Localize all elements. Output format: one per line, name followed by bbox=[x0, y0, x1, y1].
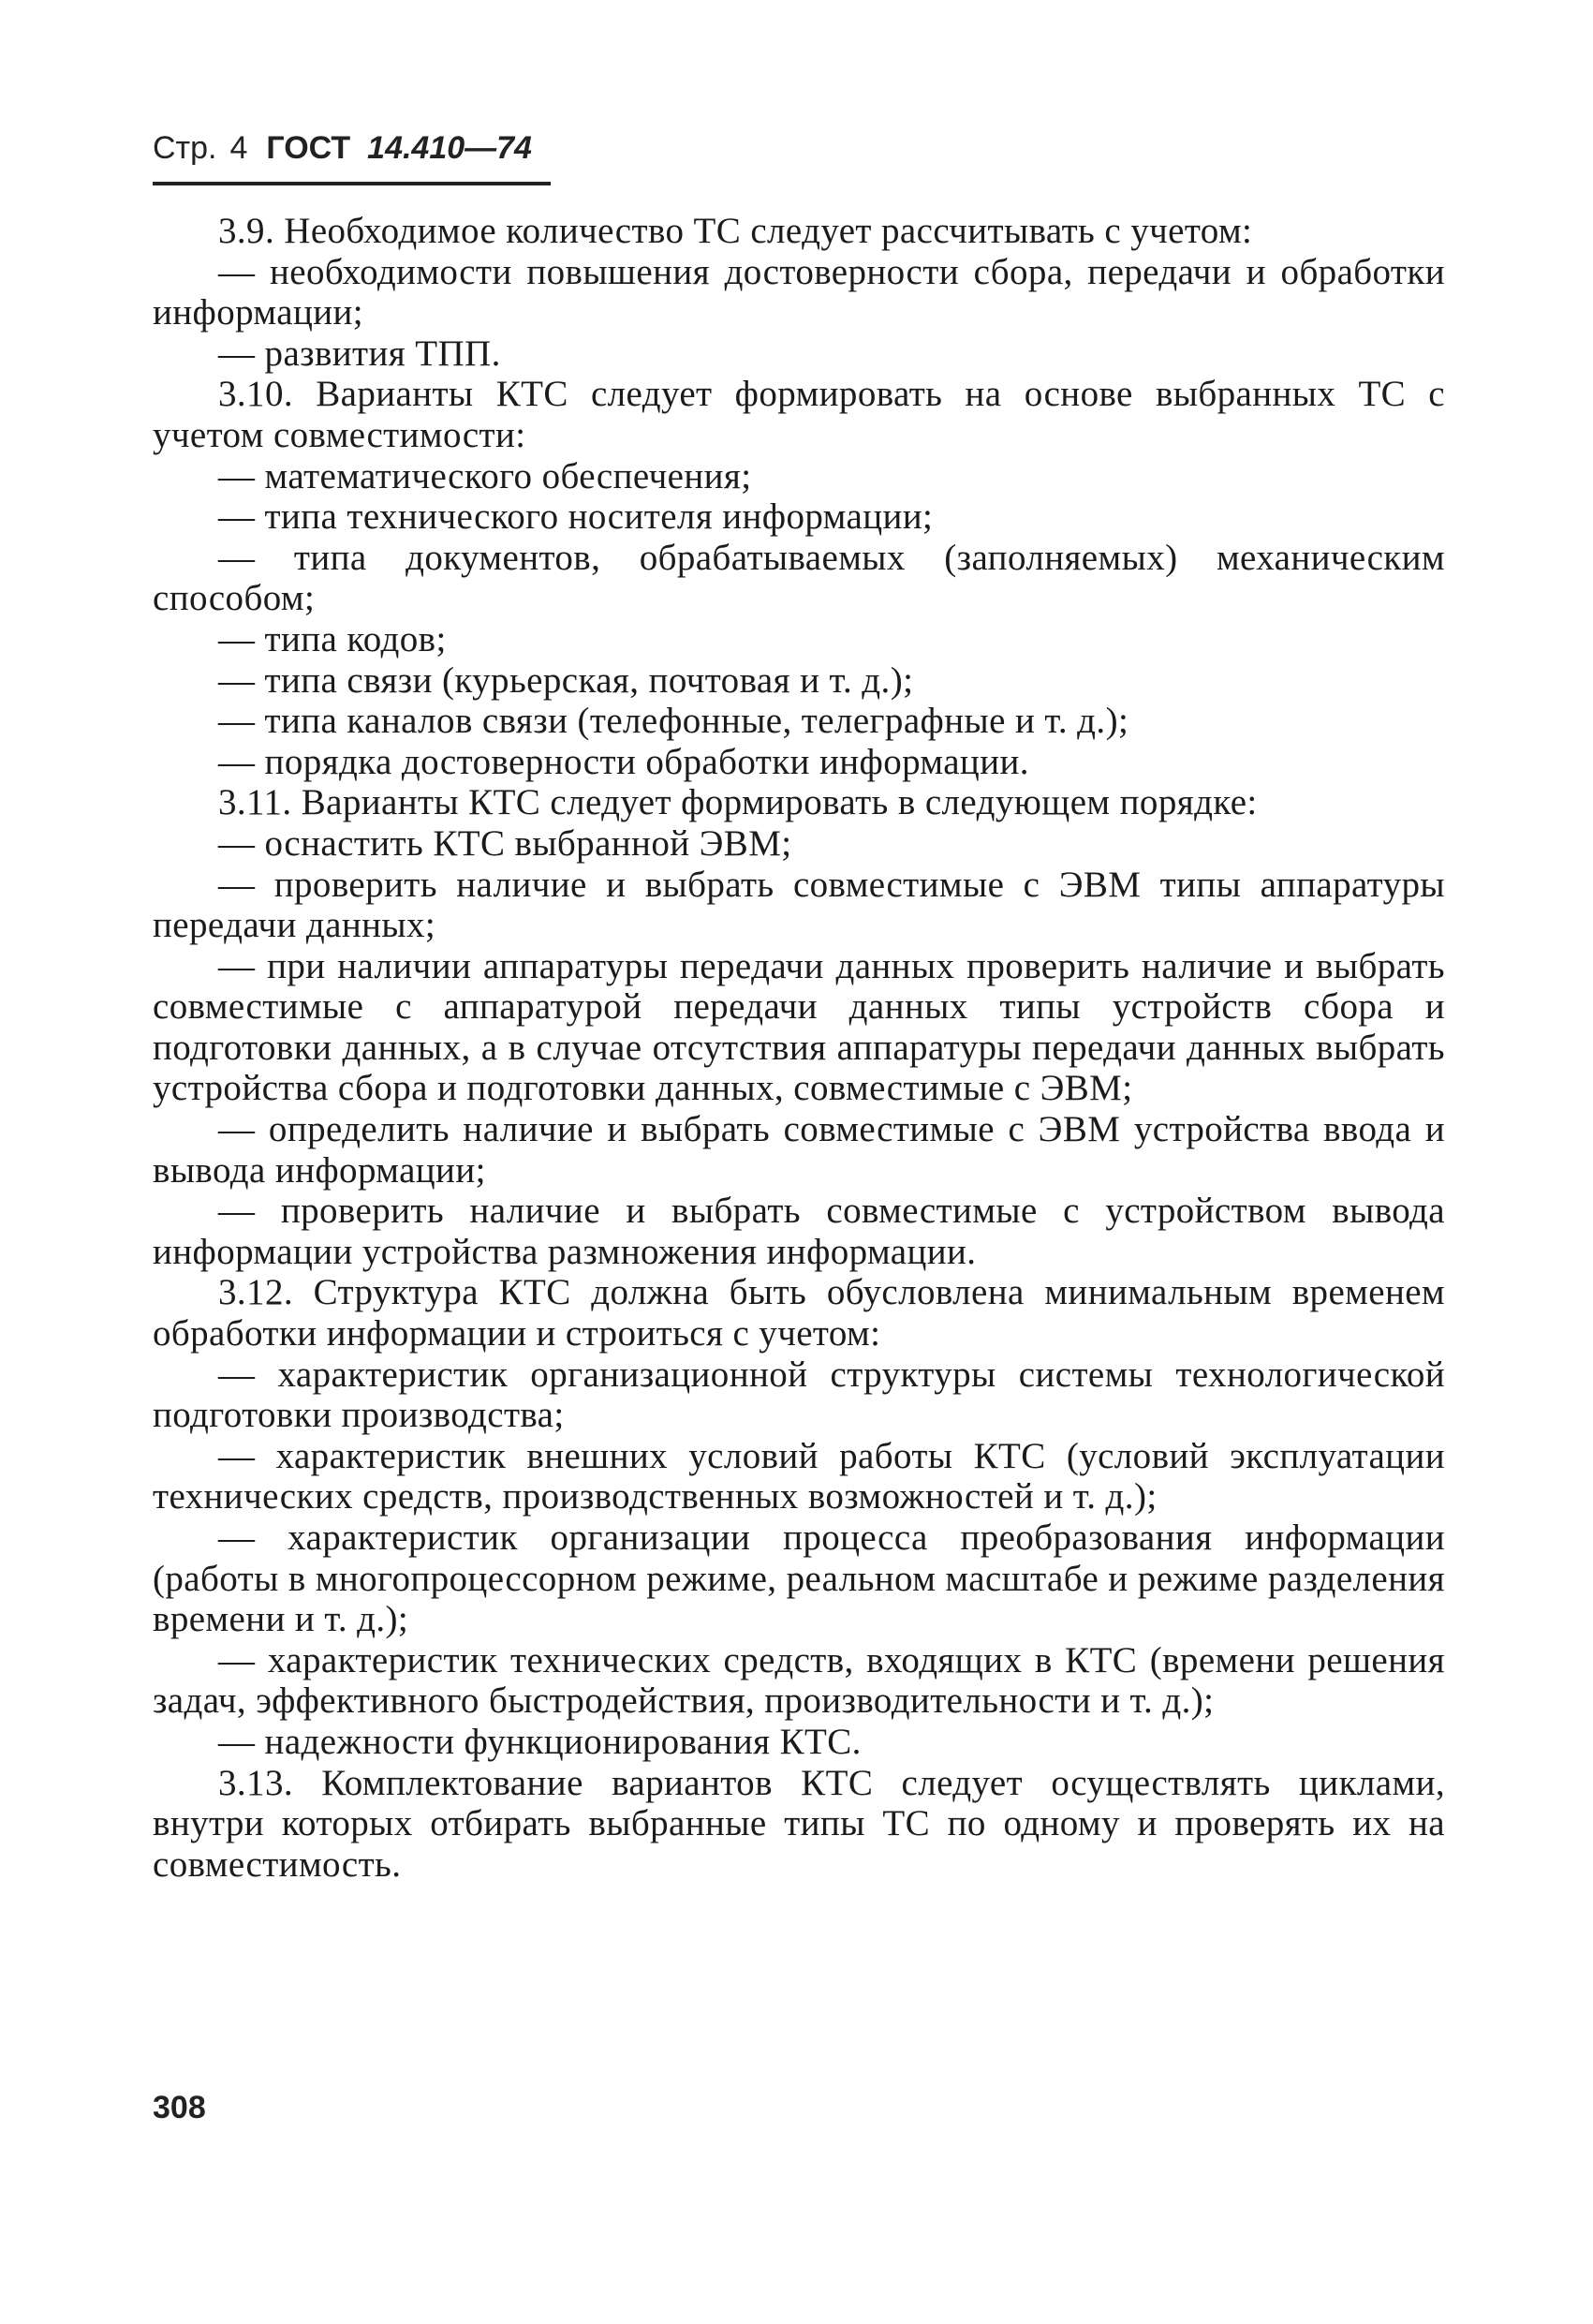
list-item: — характеристик организации процесса преобразования информации (работы в многопроцессорном режиме, реальном масштабе и режиме разделения времени и т. д.); bbox=[153, 1517, 1446, 1640]
paragraph-3-13: 3.13. Комплектование вариантов КТС следует осуществлять циклами, внутри которых отбирать выбранные типы ТС по одному и проверять их на совместимость. bbox=[153, 1762, 1445, 1885]
list-item: — математического обеспечения; bbox=[218, 455, 752, 496]
list-item: — типа технического носителя информации; bbox=[218, 496, 934, 538]
page-folio-number: 308 bbox=[153, 2090, 206, 2125]
list-item: — надежности функционирования КТС. bbox=[218, 1721, 862, 1762]
list-item: — характеристик внешних условий работы КТС (условий эксплуатации технических средств, производственных возможностей и т. д.); bbox=[153, 1435, 1445, 1517]
list-item: — проверить наличие и выбрать совместимые с ЭВМ типы аппаратуры передачи данных; bbox=[153, 864, 1445, 946]
list-item: — типа каналов связи (телефонные, телеграфные и т. д.); bbox=[218, 701, 1129, 742]
header-standard-code: 14.410—74 bbox=[367, 130, 532, 166]
list-item: — при наличии аппаратуры передачи данных проверить наличие и выбрать совместимые с аппаратурой передачи данных типы устройств сбора и подготовки данных, а в случае отсутствия аппаратуры передачи данных выбрать устройства сбора и подготовки данных, совместимые с ЭВМ; bbox=[153, 945, 1445, 1109]
list-item: — характеристик организационной структуры системы технологической подготовки производства; bbox=[153, 1354, 1445, 1436]
header-rule bbox=[153, 182, 551, 185]
running-header bbox=[153, 127, 532, 169]
header-page-number: 4 bbox=[229, 130, 248, 166]
header-standard: ГОСТ bbox=[266, 130, 351, 166]
list-item: — развития ТПП. bbox=[218, 333, 501, 374]
list-item: — необходимости повышения достоверности сбора, передачи и обработки информации; bbox=[153, 251, 1445, 333]
list-item: — типа кодов; bbox=[218, 618, 447, 659]
list-item: — типа документов, обрабатываемых (заполняемых) механическим способом; bbox=[153, 537, 1445, 619]
paragraph-3-10: 3.10. Варианты КТС следует формировать на основе выбранных ТС с учетом совместимости: bbox=[153, 374, 1445, 455]
paragraph-3-11: 3.11. Варианты КТС следует формировать в следующем порядке: bbox=[218, 782, 1258, 823]
paragraph-3-12: 3.12. Структура КТС должна быть обусловлена минимальным временем обработки информации и строиться с учетом: bbox=[153, 1272, 1445, 1354]
body-text bbox=[153, 211, 1445, 1885]
list-item: — определить наличие и выбрать совместимые с ЭВМ устройства ввода и вывода информации; bbox=[153, 1109, 1445, 1191]
list-item: — проверить наличие и выбрать совместимые с устройством вывода информации устройства размножения информации. bbox=[153, 1191, 1445, 1272]
paragraph-3-9: 3.9. Необходимое количество ТС следует рассчитывать с учетом: bbox=[218, 211, 1253, 251]
list-item: — оснастить КТС выбранной ЭВМ; bbox=[218, 822, 792, 864]
list-item: — типа связи (курьерская, почтовая и т. д.); bbox=[218, 659, 914, 701]
header-page-label: Стр. bbox=[153, 130, 217, 166]
list-item: — порядка достоверности обработки информации. bbox=[218, 741, 1029, 782]
list-item: — характеристик технических средств, входящих в КТС (времени решения задач, эффективного быстродействия, производительности и т. д.); bbox=[153, 1639, 1445, 1722]
